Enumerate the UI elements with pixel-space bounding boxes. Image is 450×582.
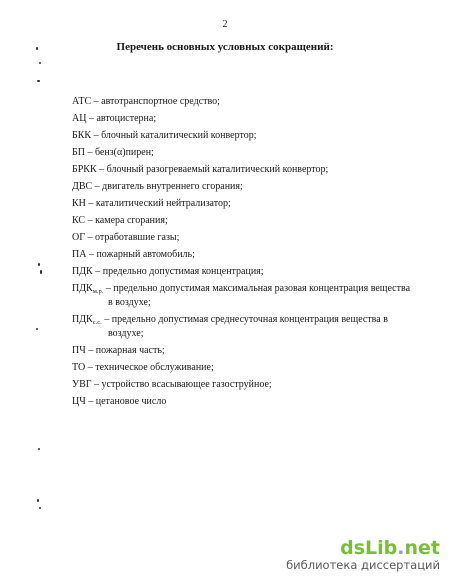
abbreviation-entry	[72, 164, 328, 176]
entry-subscript: м.р.	[92, 288, 104, 295]
scan-speck	[37, 499, 39, 502]
dslib-logo	[286, 538, 440, 558]
dslib-watermark	[286, 538, 440, 572]
entry-text: – предельно допустимая концентрация;	[95, 266, 264, 277]
entry-text: – отработавшие газы;	[87, 232, 180, 243]
abbreviation-entry	[72, 396, 166, 408]
abbreviation-entry	[72, 130, 257, 142]
abbreviation-entry	[72, 181, 243, 193]
entry-abbr: БП	[72, 147, 85, 158]
scan-speck	[38, 263, 40, 266]
scan-speck	[37, 80, 40, 82]
entry-abbr: ТО	[72, 362, 86, 373]
entry-abbr: АТС	[72, 96, 92, 107]
abbreviation-entry	[72, 283, 410, 298]
abbreviation-entry	[72, 249, 195, 261]
entry-text: – устройство всасывающее газоструйное;	[94, 379, 272, 390]
entry-text: – автотранспортное средство;	[93, 96, 220, 107]
scan-speck	[36, 328, 38, 330]
entry-abbr: ПДК	[72, 283, 93, 294]
entry-text: – техническое обслуживание;	[87, 362, 214, 373]
logo-tld: net	[404, 537, 440, 559]
abbreviation-entry	[72, 215, 168, 227]
abbreviation-entry	[72, 345, 165, 357]
scan-speck	[40, 270, 42, 274]
entry-text: – каталитический нейтрализатор;	[88, 198, 231, 209]
entry-abbr: ОГ	[72, 232, 86, 243]
entry-text: – предельно допустимая среднесуточная концентрация вещества в	[104, 314, 388, 325]
entry-continuation: воздухе;	[108, 328, 144, 339]
entry-continuation: в воздухе;	[108, 297, 151, 308]
entry-abbr: ДВС	[72, 181, 93, 192]
abbreviation-entry	[72, 96, 220, 108]
abbreviation-entry	[72, 113, 156, 125]
abbreviation-entry	[72, 198, 231, 210]
page-number: 2	[222, 19, 228, 30]
scan-speck	[39, 62, 41, 64]
entry-text: – пожарная часть;	[88, 345, 165, 356]
entry-subscript: с.с.	[92, 319, 102, 326]
entry-abbr: КС	[72, 215, 86, 226]
abbreviation-entry	[72, 232, 179, 244]
watermark-subtitle: библиотека диссертаций	[286, 558, 440, 572]
entry-abbr: ПЧ	[72, 345, 86, 356]
scan-speck	[36, 47, 38, 50]
abbreviation-entry	[72, 314, 388, 329]
entry-text: – блочный каталитический конвертор;	[93, 130, 257, 141]
entry-abbr: АЦ	[72, 113, 87, 124]
entry-abbr: УВГ	[72, 379, 92, 390]
abbreviation-entry	[72, 147, 154, 159]
entry-abbr: БКК	[72, 130, 92, 141]
entry-abbr: ПДК	[72, 314, 93, 325]
entry-text: – двигатель внутреннего сгорания;	[94, 181, 243, 192]
abbreviation-entry	[72, 362, 214, 374]
entry-text: – блочный разогреваемый каталитический конвертор;	[99, 164, 329, 175]
logo-dot: .	[397, 537, 405, 559]
abbreviation-entry	[72, 379, 272, 391]
entry-abbr: ЦЧ	[72, 396, 86, 407]
entry-text: – пожарный автомобиль;	[88, 249, 195, 260]
logo-main: dsLib	[340, 537, 398, 559]
entry-abbr: БРКК	[72, 164, 97, 175]
entry-text: – цетановое число	[88, 396, 167, 407]
entry-text: – камера сгорания;	[87, 215, 168, 226]
entry-abbr: ПА	[72, 249, 87, 260]
scan-speck	[39, 507, 41, 509]
entry-text: – бенз(α)пирен;	[87, 147, 154, 158]
entry-abbr: КН	[72, 198, 86, 209]
scan-speck	[38, 448, 40, 450]
abbreviation-entry	[72, 266, 264, 278]
page-title: Перечень основных условных сокращений:	[116, 41, 334, 53]
entry-abbr: ПДК	[72, 266, 93, 277]
entry-text: – автоцистерна;	[88, 113, 157, 124]
entry-text: – предельно допустимая максимальная разовая концентрация вещества	[105, 283, 411, 294]
